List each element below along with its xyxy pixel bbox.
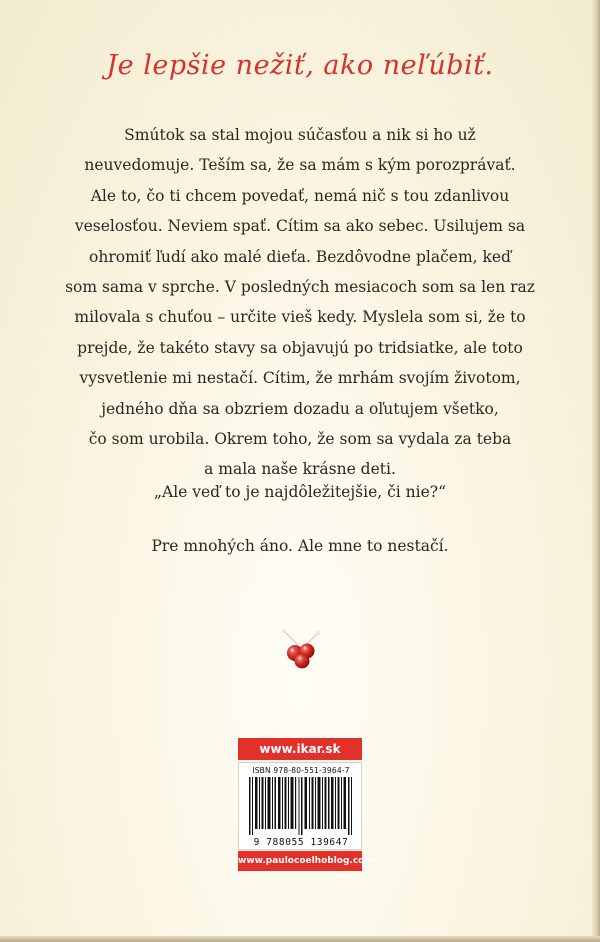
blog-url-label[interactable]: www.paulocoelhoblog.com (238, 851, 362, 871)
blurb-line: veselosťou. Neviem spať. Cítim sa ako sebec. Usilujem sa (74, 217, 526, 236)
isbn-number: ISBN 978-80-551-3964-7 (252, 766, 350, 775)
blurb-line: prejde, že takéto stavy sa objavujú po tridsiatke, ale toto (77, 338, 523, 357)
barcode-digits: 9 788055 139647 (253, 837, 349, 848)
barcode-icon (247, 777, 355, 835)
blurb-line: vysvetlenie mi nestačí. Cítim, že mrhám svojím životom, (79, 369, 521, 388)
quote-line: „Ale veď to je najdôležitejšie, či nie?“ (153, 483, 447, 501)
blurb-line: milovala s chuťou – určite vieš kedy. Myslela som si, že to (74, 308, 526, 327)
cover-right-edge (592, 0, 600, 942)
publisher-url-label[interactable]: www.ikar.sk (238, 738, 362, 760)
blurb-line: ohromiť ľudí ako malé dieťa. Bezdôvodne plačem, keď (89, 247, 511, 266)
blurb-line: Ale to, čo ti chcem povedať, nemá nič s tou zdanlivou (90, 186, 510, 205)
blurb-line: čo som urobila. Okrem toho, že som sa vydala za teba (88, 430, 512, 449)
blurb-line: jedného dňa sa obzriem dozadu a oľutujem všetko, (101, 399, 499, 418)
tagline: Je lepšie nežiť, ako neľúbiť. (106, 50, 494, 81)
blurb-line: Smútok sa stal mojou súčasťou a nik si ho už (124, 126, 476, 144)
blurb-line: neuvedomuje. Teším sa, že sa mám s kým porozprávať. (84, 156, 516, 175)
blurb (40, 120, 560, 485)
berries-ornament-icon (276, 627, 326, 673)
answer-line: Pre mnohých áno. Ale mne to nestačí. (151, 537, 449, 555)
isbn-barcode-box (238, 762, 362, 850)
cover-bottom-edge (0, 936, 600, 942)
blurb-line: som sama v sprche. V posledných mesiacoch som sa len raz (65, 278, 535, 297)
blurb-line: a mala naše krásne deti. (204, 460, 396, 479)
